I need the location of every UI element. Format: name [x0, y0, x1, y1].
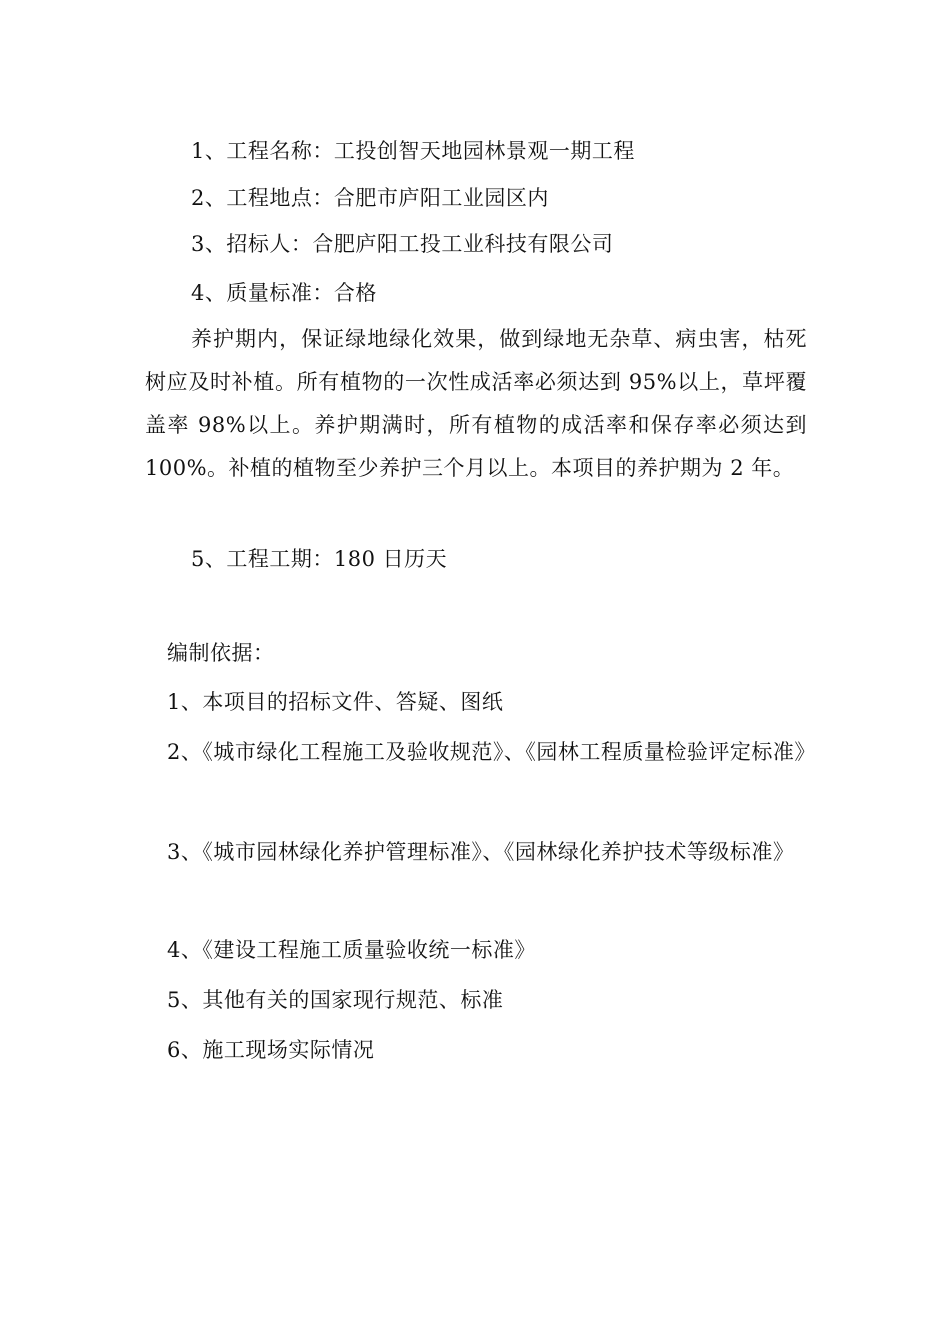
project-name: 1、工程名称：工投创智天地园林景观一期工程 — [191, 139, 635, 163]
maintenance-paragraph: 养护期内，保证绿地绿化效果，做到绿地无杂草、病虫害，枯死树应及时补植。所有植物的一次性成活率必须达到 95%以上，草坪覆盖率 98%以上。养护期满时，所有植物的成活率和保存率必须达到 100%。补植的植物至少养护三个月以上。本项目的养护期为 2 年。 — [145, 327, 807, 480]
basis-item: 2、《城市绿化工程施工及验收规范》、《园林工程质量检验评定标准》 — [167, 740, 816, 764]
project-location: 2、工程地点：合肥市庐阳工业园区内 — [191, 186, 549, 210]
basis-item: 5、其他有关的国家现行规范、标准 — [167, 988, 504, 1012]
basis-item: 1、本项目的招标文件、答疑、图纸 — [167, 690, 504, 714]
basis-title: 编制依据： — [167, 641, 275, 665]
basis-item: 4、《建设工程施工质量验收统一标准》 — [167, 938, 536, 962]
project-quality: 4、质量标准：合格 — [191, 281, 377, 305]
project-duration: 5、工程工期：180 日历天 — [191, 547, 448, 571]
basis-item: 6、施工现场实际情况 — [167, 1038, 375, 1062]
basis-item: 3、《城市园林绿化养护管理标准》、《园林绿化养护技术等级标准》 — [167, 840, 795, 864]
project-tenderer: 3、招标人：合肥庐阳工投工业科技有限公司 — [191, 232, 614, 256]
